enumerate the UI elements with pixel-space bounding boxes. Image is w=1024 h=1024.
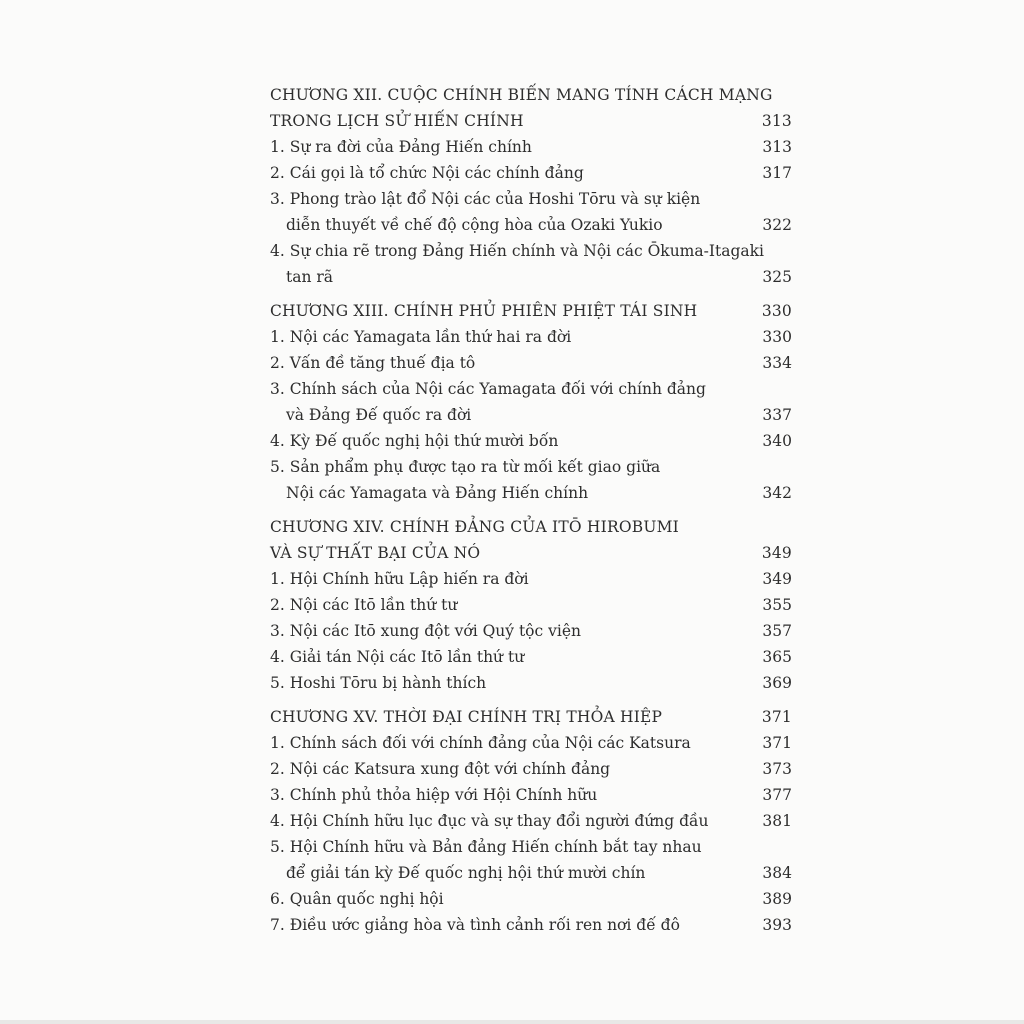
chapter-title: CHƯƠNG XIII. CHÍNH PHỦ PHIÊN PHIỆT TÁI SINH — [270, 302, 698, 320]
page-number: 377 — [762, 786, 792, 804]
toc-entry — [270, 730, 792, 756]
entry-title: 1. Sự ra đời của Đảng Hiến chính — [270, 138, 532, 156]
toc-entry — [270, 618, 792, 644]
page-number: 389 — [762, 890, 792, 908]
page-number: 325 — [762, 268, 792, 286]
entry-title: 4. Hội Chính hữu lục đục và sự thay đổi người đứng đầu — [270, 812, 709, 830]
page-number: 334 — [762, 354, 792, 372]
entry-title: 5. Hội Chính hữu và Bản đảng Hiến chính bắt tay nhau — [270, 838, 702, 856]
page-number: 340 — [762, 432, 792, 450]
page-edge — [0, 1020, 1024, 1024]
page-number: 357 — [762, 622, 792, 640]
entry-title: diễn thuyết về chế độ cộng hòa của Ozaki Yukio — [286, 216, 663, 234]
page-number: 317 — [762, 164, 792, 182]
page-number: 369 — [762, 674, 792, 692]
toc-entry — [270, 134, 792, 160]
entry-title: 6. Quân quốc nghị hội — [270, 890, 444, 908]
page-number: 337 — [762, 406, 792, 424]
page-number: 322 — [762, 216, 792, 234]
chapter-heading-line — [270, 298, 792, 324]
chapter-block — [270, 704, 792, 938]
table-of-contents — [270, 82, 792, 938]
entry-title: 3. Phong trào lật đổ Nội các của Hoshi Tōru và sự kiện — [270, 190, 701, 208]
entry-title: 1. Chính sách đối với chính đảng của Nội các Katsura — [270, 734, 691, 752]
chapter-block — [270, 514, 792, 696]
entry-title: 3. Chính phủ thỏa hiệp với Hội Chính hữu — [270, 786, 598, 804]
toc-entry — [270, 670, 792, 696]
chapter-title: CHƯƠNG XII. CUỘC CHÍNH BIẾN MANG TÍNH CÁCH MẠNG — [270, 86, 773, 104]
page-number: 381 — [762, 812, 792, 830]
toc-entry — [270, 454, 792, 480]
page-number: 384 — [762, 864, 792, 882]
toc-entry — [270, 808, 792, 834]
toc-entry — [270, 376, 792, 402]
entry-title: 2. Nội các Itō lần thứ tư — [270, 596, 458, 614]
chapter-heading-line — [270, 108, 792, 134]
entry-title: 3. Nội các Itō xung đột với Quý tộc viện — [270, 622, 581, 640]
page-number: 313 — [762, 138, 792, 156]
chapter-title: VÀ SỰ THẤT BẠI CỦA NÓ — [270, 544, 481, 562]
toc-entry — [270, 324, 792, 350]
toc-entry-continuation — [270, 860, 792, 886]
entry-title: Nội các Yamagata và Đảng Hiến chính — [286, 484, 589, 502]
entry-title: 1. Nội các Yamagata lần thứ hai ra đời — [270, 328, 572, 346]
page-number: 349 — [761, 544, 792, 562]
page-number: 355 — [762, 596, 792, 614]
page-number: 313 — [761, 112, 792, 130]
toc-entry — [270, 756, 792, 782]
entry-title: tan rã — [286, 268, 334, 286]
page-number: 330 — [761, 302, 792, 320]
chapter-heading-line — [270, 704, 792, 730]
toc-entry — [270, 644, 792, 670]
entry-title: 4. Kỳ Đế quốc nghị hội thứ mười bốn — [270, 432, 559, 450]
page-number: 373 — [762, 760, 792, 778]
toc-entry — [270, 186, 792, 212]
entry-title: 2. Nội các Katsura xung đột với chính đảng — [270, 760, 611, 778]
page-number: 342 — [762, 484, 792, 502]
toc-entry — [270, 912, 792, 938]
chapter-title: CHƯƠNG XV. THỜI ĐẠI CHÍNH TRỊ THỎA HIỆP — [270, 708, 663, 726]
page-number: 393 — [762, 916, 792, 934]
toc-entry — [270, 566, 792, 592]
toc-entry — [270, 834, 792, 860]
toc-entry — [270, 350, 792, 376]
chapter-heading-line — [270, 82, 792, 108]
entry-title: để giải tán kỳ Đế quốc nghị hội thứ mười chín — [286, 864, 646, 882]
entry-title: 1. Hội Chính hữu Lập hiến ra đời — [270, 570, 529, 588]
toc-entry — [270, 782, 792, 808]
page-number: 365 — [762, 648, 792, 666]
entry-title: 2. Cái gọi là tổ chức Nội các chính đảng — [270, 164, 584, 182]
toc-entry-continuation — [270, 480, 792, 506]
page-number: 349 — [762, 570, 792, 588]
toc-entry-continuation — [270, 212, 792, 238]
page-number: 371 — [762, 734, 792, 752]
entry-title: 5. Hoshi Tōru bị hành thích — [270, 674, 487, 692]
entry-title: 5. Sản phẩm phụ được tạo ra từ mối kết giao giữa — [270, 458, 661, 476]
entry-title: 4. Giải tán Nội các Itō lần thứ tư — [270, 648, 525, 666]
toc-entry — [270, 238, 792, 264]
entry-title: 4. Sự chia rẽ trong Đảng Hiến chính và Nội các Ōkuma-Itagaki — [270, 242, 764, 260]
chapter-heading-line — [270, 540, 792, 566]
chapter-block — [270, 82, 792, 290]
entry-title: 2. Vấn đề tăng thuế địa tô — [270, 354, 476, 372]
toc-entry-continuation — [270, 264, 792, 290]
chapter-block — [270, 298, 792, 506]
entry-title: và Đảng Đế quốc ra đời — [286, 406, 472, 424]
page-number: 330 — [762, 328, 792, 346]
toc-entry — [270, 160, 792, 186]
toc-entry-continuation — [270, 402, 792, 428]
toc-entry — [270, 428, 792, 454]
entry-title: 7. Điều ước giảng hòa và tình cảnh rối ren nơi đế đô — [270, 916, 680, 934]
toc-entry — [270, 886, 792, 912]
chapter-heading-line — [270, 514, 792, 540]
toc-entry — [270, 592, 792, 618]
chapter-title: CHƯƠNG XIV. CHÍNH ĐẢNG CỦA ITŌ HIROBUMI — [270, 518, 679, 536]
chapter-title: TRONG LỊCH SỬ HIẾN CHÍNH — [270, 112, 524, 130]
entry-title: 3. Chính sách của Nội các Yamagata đối với chính đảng — [270, 380, 706, 398]
page-number: 371 — [761, 708, 792, 726]
